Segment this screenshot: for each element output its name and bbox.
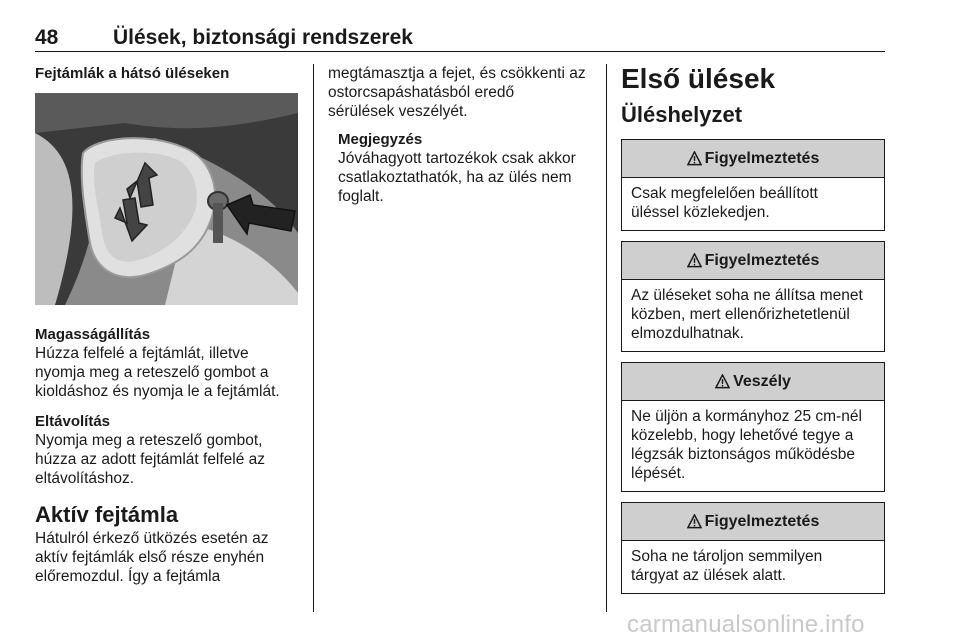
paragraph-line: ostorcsapáshatásból eredő	[328, 84, 515, 101]
warning-triangle-icon	[687, 151, 702, 166]
danger-box	[621, 362, 885, 492]
danger-line: közelebb, hogy lehetővé tegye a	[631, 427, 854, 444]
warning-header	[622, 242, 884, 280]
warning-triangle-icon	[687, 514, 702, 529]
danger-line: légzsák biztonságos működésbe	[631, 446, 856, 463]
column-divider	[313, 64, 314, 612]
note-line: foglalt.	[338, 188, 384, 205]
warning-line: üléssel közlekedjen.	[631, 204, 770, 221]
paragraph-line: aktív fejtámlák első része enyhén	[35, 549, 265, 566]
warning-text	[622, 178, 884, 230]
warning-label: Figyelmeztetés	[704, 251, 820, 269]
warning-triangle-icon	[687, 253, 702, 268]
paragraph-line: eltávolításhoz.	[35, 470, 135, 487]
warning-line: közben, mert ellenőrizhetetlenül	[631, 306, 850, 323]
page-number: 48	[35, 26, 59, 49]
paragraph-line: nyomja meg a reteszelő gombot a	[35, 364, 269, 381]
paragraph-line: kioldáshoz és nyomja le a fejtámlát.	[35, 383, 280, 400]
warning-line: Soha ne tároljon semmilyen	[631, 548, 823, 565]
note-line: Jóváhagyott tartozékok csak akkor	[338, 150, 576, 167]
danger-label: Veszély	[733, 372, 791, 390]
column-right	[621, 62, 885, 604]
note-line: csatlakoztathatók, ha az ülés nem	[338, 169, 572, 186]
warning-label: Figyelmeztetés	[704, 512, 820, 530]
warning-box	[621, 502, 885, 594]
danger-line: Ne üljön a kormányhoz 25 cm-nél	[631, 408, 862, 425]
paragraph-line: Húzza felfelé a fejtámlát, illetve	[35, 345, 249, 362]
column-divider	[606, 64, 607, 612]
running-title: Ülések, biztonsági rendszerek	[113, 26, 413, 49]
note-block	[328, 130, 596, 206]
warning-header	[622, 140, 884, 178]
paragraph-line: Nyomja meg a reteszelő gombot,	[35, 432, 263, 449]
warning-line: elmozdulhatnak.	[631, 325, 744, 342]
subsection-title: Eltávolítás	[35, 413, 111, 430]
watermark: carmanualsonline.info	[627, 611, 865, 638]
paragraph-line: sérülések veszélyét.	[328, 103, 468, 120]
warning-line: Az üléseket soha ne állítsa menet	[631, 287, 863, 304]
subsection-title: Magasságállítás	[35, 326, 151, 343]
section-subtitle: Üléshelyzet	[621, 102, 743, 127]
warning-text	[622, 541, 884, 593]
headrest-illustration	[35, 93, 298, 305]
warning-line: tárgyat az ülések alatt.	[631, 567, 787, 584]
column-middle	[328, 64, 596, 206]
chapter-title: Első ülések	[621, 63, 776, 94]
warning-box	[621, 139, 885, 231]
paragraph-line: húzza az adott fejtámlát felfelé az	[35, 451, 266, 468]
warning-box	[621, 241, 885, 352]
warning-label: Figyelmeztetés	[704, 149, 820, 167]
section-heading: Aktív fejtámla	[35, 502, 179, 527]
paragraph-line: előremozdul. Így a fejtámla	[35, 568, 221, 585]
page-header	[35, 26, 885, 52]
column-left	[35, 64, 300, 586]
note-title: Megjegyzés	[338, 131, 423, 148]
section-title: Fejtámlák a hátsó üléseken	[35, 65, 230, 82]
danger-header	[622, 363, 884, 401]
paragraph-line: Hátulról érkező ütközés esetén az	[35, 530, 269, 547]
paragraph-line: megtámasztja a fejet, és csökkenti az	[328, 65, 586, 82]
warning-triangle-icon	[715, 374, 730, 389]
danger-line: lépését.	[631, 465, 686, 482]
danger-text	[622, 401, 884, 491]
warning-line: Csak megfelelően beállított	[631, 185, 818, 202]
warning-header	[622, 503, 884, 541]
warning-text	[622, 280, 884, 351]
